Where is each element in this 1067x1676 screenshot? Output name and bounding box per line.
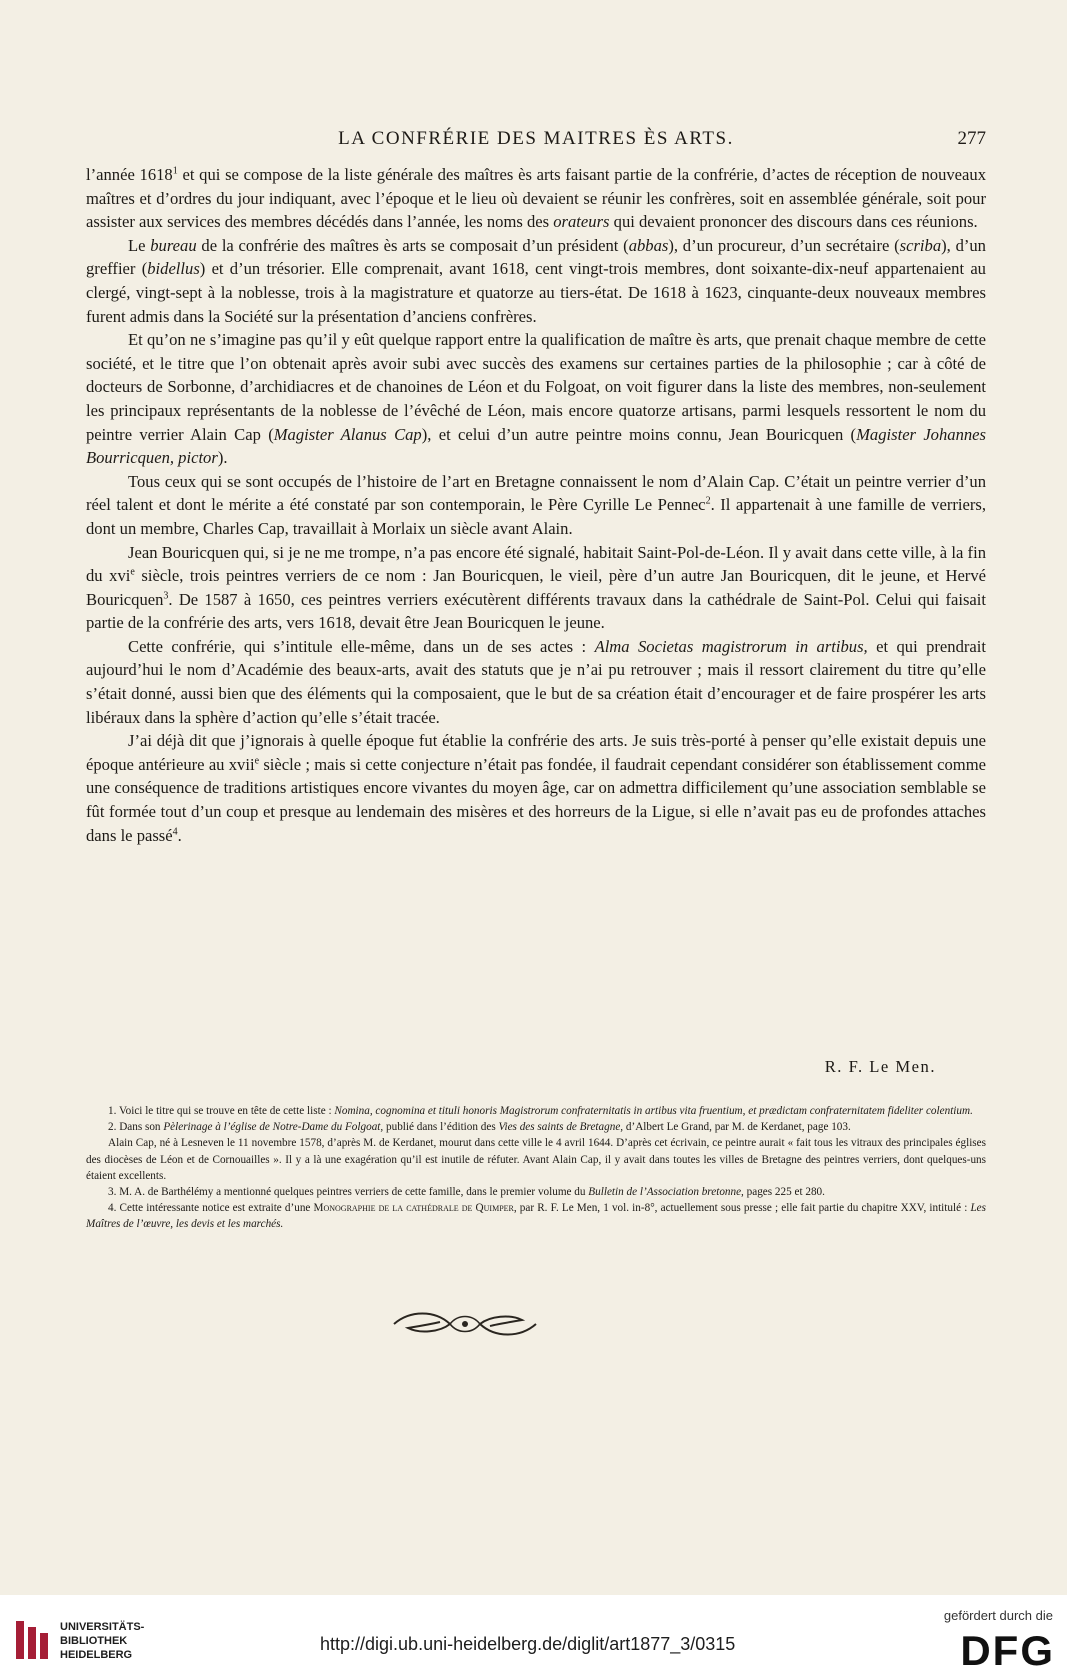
page-header <box>86 128 986 158</box>
paragraph-1: l’année 1618$^1$ et qui se compose de la liste générale des maîtres ès arts faisant partie de la confrérie, d’actes de réception de nouveaux maîtres et d’ordres du jour indiquant, avec l’époque et le lieu où devaient se réunir les confrères, soit en assemblée générale, soit pour assister aux services des membres décédés dans l’année, les noms des orateurs qui devaient prononcer des discours dans ces réunions. <box>86 165 986 232</box>
author-signature: R. F. Le Men. <box>824 1057 936 1076</box>
paragraph-4: Tous ceux qui se sont occupés de l’histoire de l’art en Bretagne connaissent le nom d’Alain Cap. C’était un peintre verrier d’un réel talent et dont le mérite a été constaté par son contemporain, le Père Cyrille Le Pennec$^2$. Il appartenait à une famille de verriers, dont un membre, Charles Cap, travaillait à Morlaix un siècle avant Alain. <box>86 471 987 538</box>
paragraph-3: Et qu’on ne s’imagine pas qu’il y eût quelque rapport entre la qualification de maître ès arts, que prenait chaque membre de cette société, et le titre que l’on obtenait après avoir subi avec succès des examens sur certaines parties de la philosophie ; car à côté de docteurs de Sorbonne, d’archidiacres et de chanoines de Léon et du Folgoat, on voit figurer dans la liste des membres, non-seulement les principaux représentants de la noblesse de l’évêché de Léon, mais encore quatorze artisans, parmi lesquels ressortent le nom du peintre verrier Alain Cap (Magister Alanus Cap), et celui d’un autre peintre moins connu, Jean Bouricquen (Magister Johannes Bourricquen, pictor). <box>86 330 986 468</box>
paragraph-5: Jean Bouricquen qui, si je ne me trompe, n’a pas encore été signalé, habitait Saint-Pol-de-Léon. Il y avait dans cette ville, à la fin du xvi$^e$ siècle, trois peintres verriers de ce nom : Jan Bouricquen, le vieil, père d’un autre Jan Bouricquen, dit le jeune, et Hervé Bouricquen$^3$. De 1587 à 1650, ces peintres verriers exécutèrent différents travaux dans la cathédrale de Saint-Pol. Celui qui faisait partie de la confrérie des arts, vers 1618, devait être Jean Bouricquen le jeune. <box>86 542 986 633</box>
tailpiece-ornament-icon <box>390 1306 540 1342</box>
dfg-logo: DFG <box>960 1627 1055 1674</box>
paragraph-7: J’ai déjà dit que j’ignorais à quelle époque fut établie la confrérie des arts. Je suis très-porté à penser qu’elle existait depuis une époque antérieure au xvii$^e$ siècle ; mais si cette conjecture n’était pas fondée, il faudrait cependant considérer son établissement comme une conséquence de traditions artistiques encore vivantes du moyen âge, car on admettra difficilement qu’une association semblable se fût formée tout d’un coup et presque au lendemain des misères et des horreurs de la Ligue, si elle n’avait pas eu de profondes attaches dans le passé$^4$. <box>86 731 986 845</box>
page-number: 277 <box>957 128 986 149</box>
library-name: UNIVERSITÄTS- BIBLIOTHEK HEIDELBERG <box>60 1621 145 1661</box>
university-library-logo-icon <box>14 1617 54 1663</box>
footnote-2: 2. Dans son Pèlerinage à l’église de Notre-Dame du Folgoat, publié dans l’édition des Vies des saints de Bretagne, d’Albert Le Grand, par M. de Kerdanet, page 103. <box>108 1121 851 1134</box>
funded-by-label: gefördert durch die <box>943 1608 1053 1623</box>
article-body <box>86 163 986 847</box>
footnote-4: 4. Cette intéressante notice est extraite d’une Monographie de la cathédrale de Quimper, par R. F. Le Men, 1 vol. in-8°, actuellement sous presse ; elle fait partie du chapitre XXV, intitulé : Les Maîtres de l’œuvre, les devis et les marchés. <box>86 1202 986 1231</box>
digital-library-url[interactable]: http://digi.ub.uni-heidelberg.de/diglit/art1877_3/0315 <box>320 1634 736 1654</box>
paragraph-6: Cette confrérie, qui s’intitule elle-même, dans un de ses actes : Alma Societas magistrorum in artibus, et qui prendrait aujourd’hui le nom d’Académie des beaux-arts, avait des statuts que je n’ai pu retrouver ; mais il ressort clairement du titre qu’elle s’était donné, aussi bien que des éléments qui la composaient, que le but de sa création était d’encourager et de faire prospérer les arts libéraux dans la sphère d’action qu’elle s’était tracée. <box>86 636 986 727</box>
footnotes <box>86 1103 986 1233</box>
footnote-1: 1. Voici le titre qui se trouve en tête de cette liste : Nomina, cognomina et tituli honoris Magistrorum confraternitatis in artibus vita fruentium, et prædictam confraternitatem fideliter colentium. <box>108 1105 973 1117</box>
paragraph-2: Le bureau de la confrérie des maîtres ès arts se composait d’un président (abbas), d’un procureur, d’un secrétaire (scriba), d’un greffier (bidellus) et d’un trésorier. Elle comprenait, avant 1618, cent vingt-trois membres, dont soixante-dix-neuf appartenaient au clergé, vingt-sept à la noblesse, trois à la magistrature et quatorze au tiers-état. De 1618 à 1623, cinquante-deux nouveaux membres furent admis dans la Société sur la présentation d’anciens confrères. <box>86 235 986 326</box>
footnote-2-continued: Alain Cap, né à Lesneven le 11 novembre 1578, d’après M. de Kerdanet, mourut dans cette ville le 4 avril 1644. D’après cet écrivain, ce peintre aurait « fait tous les vitraux des principales églises des diocèses de Léon et de Cornouailles ». Il y a là une exagération qu’il est inutile de réfuter. Avant Alain Cap, il y avait dans toutes les villes de Bretagne des peintres verriers, dont quelques-uns étaient excellents. <box>86 1137 986 1182</box>
footnote-3: 3. M. A. de Barthélémy a mentionné quelques peintres verriers de cette famille, dans le premier volume du Bulletin de l’Association bretonne, pages 225 et 280. <box>108 1186 825 1199</box>
running-title: LA CONFRÉRIE DES MAITRES ÈS ARTS. <box>338 128 734 149</box>
